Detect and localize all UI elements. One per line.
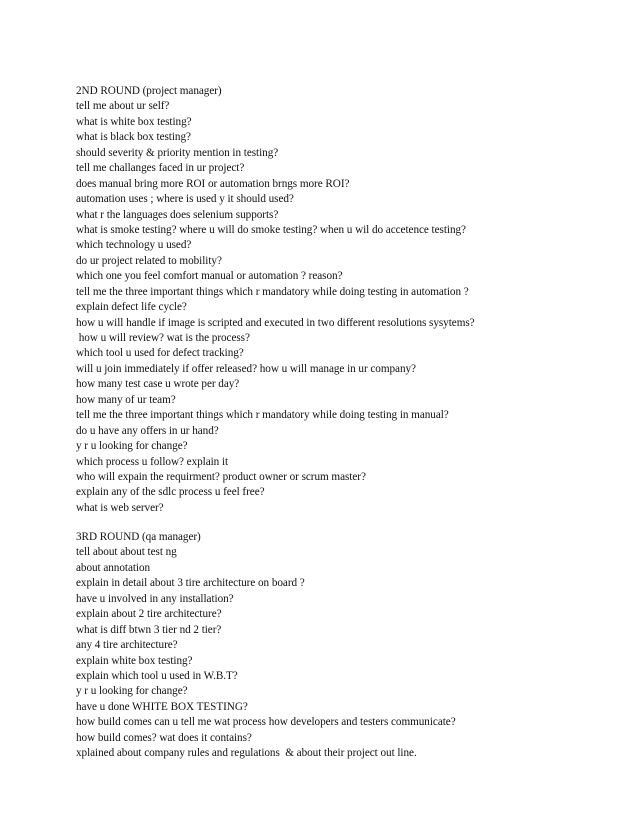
round-2-question-line: who will expain the requirment? product owner or scrum master? xyxy=(76,470,366,483)
round-2-question-line: y r u looking for change? xyxy=(76,440,188,453)
round-3-question-line: explain about 2 tire architecture? xyxy=(76,608,222,621)
round-3-question-line: explain in detail about 3 tire architecture on board ? xyxy=(76,577,305,590)
round-2-question-line: which tool u used for defect tracking? xyxy=(76,347,244,360)
round-2-question-line: what is web server? xyxy=(76,501,164,514)
round-2-question-line: which one you feel comfort manual or automation ? reason? xyxy=(76,270,343,283)
round-2-question-line: which process u follow? explain it xyxy=(76,455,229,468)
round-3-question-line: explain which tool u used in W.B.T? xyxy=(76,669,238,682)
round-3-question-line: what is diff btwn 3 tier nd 2 tier? xyxy=(76,623,222,636)
round-3-question-line: xplained about company rules and regulations & about their project out line. xyxy=(76,747,417,760)
round-2-question-line: which technology u used? xyxy=(76,239,192,252)
round-2-question-line: how many of ur team? xyxy=(76,393,176,406)
round-3-question-line: tell about about test ng xyxy=(76,546,177,559)
round-2-question-line: do ur project related to mobility? xyxy=(76,254,222,267)
round-3-question-line: explain white box testing? xyxy=(76,654,193,667)
round-2-question-line: tell me about ur self? xyxy=(76,100,170,113)
round-2-question-line: what r the languages does selenium supports? xyxy=(76,208,279,221)
round-2-question-line: do u have any offers in ur hand? xyxy=(76,424,219,437)
round-2-section xyxy=(76,84,616,516)
round-2-heading: 2ND ROUND (project manager) xyxy=(76,85,222,97)
round-2-question-line: tell me the three important things which r mandatory while doing testing in manual? xyxy=(76,409,449,422)
round-3-heading: 3RD ROUND (qa manager) xyxy=(76,531,201,543)
round-2-question-line: tell me the three important things which r mandatory while doing testing in automation ? xyxy=(76,285,469,298)
round-3-question-line: any 4 tire architecture? xyxy=(76,639,178,652)
round-2-question-line: how many test case u wrote per day? xyxy=(76,378,240,391)
round-2-question-line: automation uses ; where is used y it should used? xyxy=(76,193,294,206)
round-2-question-line: how u will handle if image is scripted and executed in two different resolutions sysytems? xyxy=(76,316,475,329)
round-3-section xyxy=(76,530,616,762)
round-2-question-line: how u will review? wat is the process? xyxy=(76,332,250,344)
round-3-question-line: have u involved in any installation? xyxy=(76,592,234,605)
round-2-question-line: what is white box testing? xyxy=(76,115,192,128)
round-2-question-line: does manual bring more ROI or automation brngs more ROI? xyxy=(76,177,350,190)
round-2-question-line: what is black box testing? xyxy=(76,131,191,144)
round-2-question-line: explain defect life cycle? xyxy=(76,301,187,314)
round-2-question-line: tell me challanges faced in ur project? xyxy=(76,162,245,175)
round-2-question-line: will u join immediately if offer released? how u will manage in ur company? xyxy=(76,362,416,375)
round-3-question-line: have u done WHITE BOX TESTING? xyxy=(76,700,248,713)
round-2-question-line: what is smoke testing? where u will do smoke testing? when u wil do accetence testing? xyxy=(76,223,466,236)
round-3-question-line: how build comes can u tell me wat process how developers and testers communicate? xyxy=(76,716,456,729)
round-3-question-line: y r u looking for change? xyxy=(76,685,188,698)
round-3-question-line: about annotation xyxy=(76,561,151,574)
round-2-question-line: should severity & priority mention in testing? xyxy=(76,146,279,159)
round-3-question-line: how build comes? wat does it contains? xyxy=(76,731,252,744)
round-2-question-line: explain any of the sdlc process u feel free? xyxy=(76,486,265,499)
